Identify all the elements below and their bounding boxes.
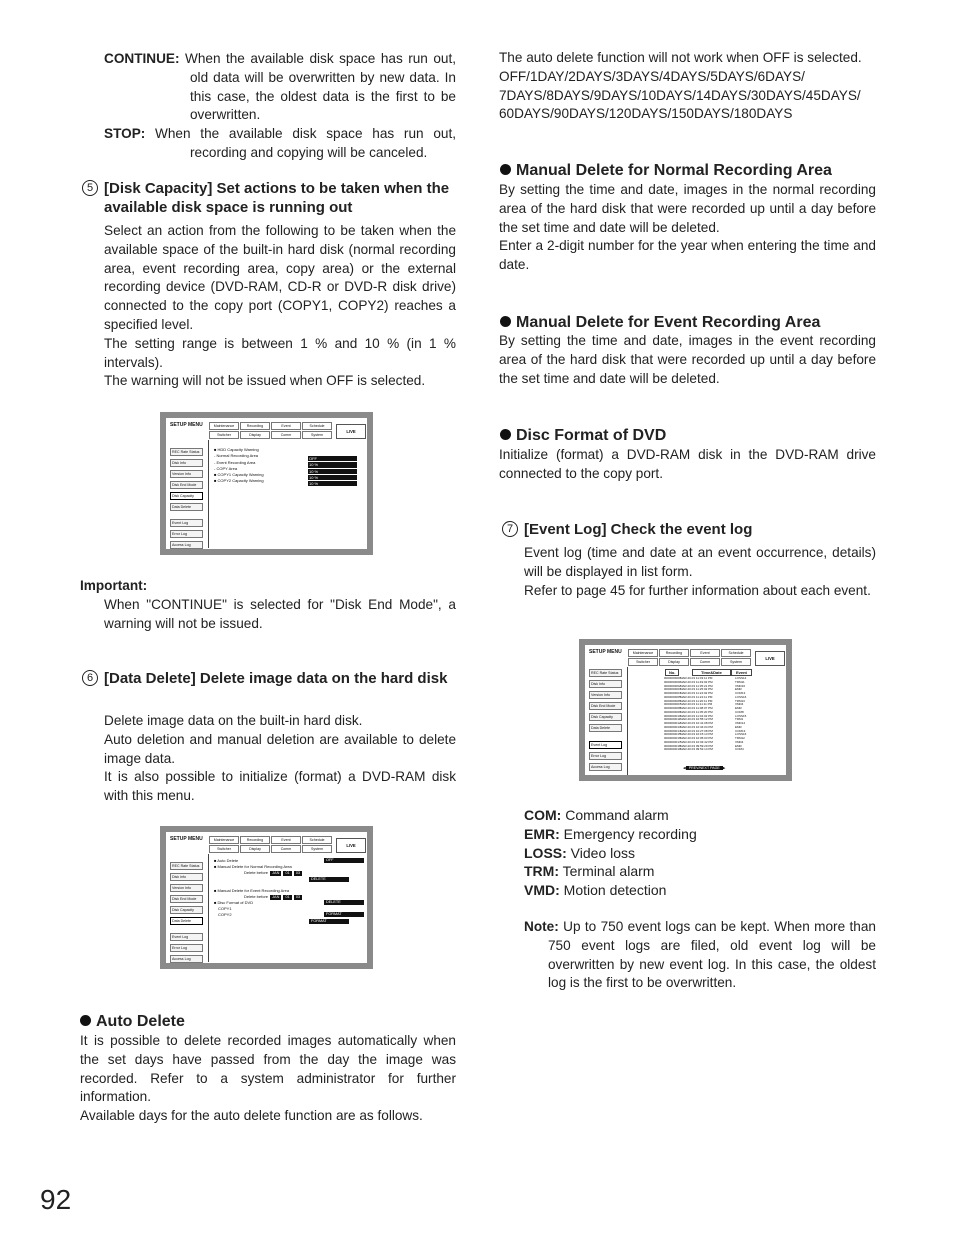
bullet-icon bbox=[500, 429, 511, 440]
prev-next-page-button[interactable]: PREV/NEXT PAGE bbox=[686, 766, 723, 770]
important-note bbox=[80, 577, 456, 633]
event-log-time: MAR.20.03 10:15:13 PM bbox=[680, 732, 713, 737]
section-5-p1: Select an action from the following to be taken when the available space of the built-in hard disk (normal recording area, event recording area, copy area) or the external recording device (DVD-RAM, CD-R or DVD-R disk drive) connected to the copy port (COPY1, COPY2) reaches a specified level. bbox=[104, 223, 456, 332]
tab-system[interactable]: System bbox=[302, 431, 332, 439]
event-log-no: 0000000014 bbox=[664, 728, 681, 733]
bullet-icon bbox=[500, 316, 511, 327]
live-button[interactable]: LIVE bbox=[755, 651, 785, 666]
legend-item bbox=[524, 825, 697, 844]
event-log-event: TRM1 bbox=[735, 717, 744, 722]
sidebar bbox=[589, 669, 622, 735]
copy-area-value[interactable]: 10 % bbox=[308, 469, 357, 474]
copy2-label: COPY2 bbox=[218, 912, 232, 917]
event-log-header-no: No. bbox=[665, 669, 679, 676]
sidebar bbox=[170, 448, 203, 514]
sidebar-item-disk-info[interactable]: Disk Info bbox=[170, 873, 203, 881]
event-log-no: 0000000015 bbox=[664, 732, 681, 737]
sidebar-item-disk-capacity[interactable]: Disk Capacity bbox=[170, 492, 203, 500]
capacity-options bbox=[214, 447, 264, 485]
hdd-capacity-warning: ■ HDD Capacity Warning bbox=[214, 447, 259, 452]
event-log-time: MAR.20.03 11:05:20 PM bbox=[680, 709, 713, 714]
event-log-event: COM13 bbox=[735, 691, 746, 695]
event-log-time: MAR.20.03 11:03:11 PM bbox=[680, 676, 713, 680]
event-log-no: 0000000000 bbox=[664, 676, 681, 680]
pager bbox=[683, 766, 726, 770]
live-button[interactable]: LIVE bbox=[336, 838, 366, 853]
prev-page-icon[interactable]: ◀ bbox=[683, 766, 686, 770]
event-log-screen bbox=[579, 639, 792, 781]
sidebar-item-disk-end-mode[interactable]: Disk End Mode bbox=[170, 481, 203, 489]
next-page-icon[interactable]: ▶ bbox=[722, 766, 726, 770]
normal-area-value[interactable]: OFF bbox=[308, 456, 357, 461]
event-log-time: MAR.20.03 11:08:07 PM bbox=[680, 706, 713, 710]
event-log-no: 0000000003 bbox=[664, 687, 681, 692]
event-area-warning: - Event Recording Area bbox=[214, 459, 256, 465]
event-log-event: TRM11 bbox=[735, 679, 745, 684]
event-log-no: 0000000019 bbox=[664, 747, 681, 752]
legend-item bbox=[524, 881, 697, 900]
sidebar-item-rec-rate-status[interactable]: REC Rate Status bbox=[589, 669, 622, 677]
sidebar-item-version-info[interactable]: Version Info bbox=[170, 884, 203, 892]
legend-term: TRM: bbox=[524, 863, 559, 880]
section-7-body bbox=[524, 544, 876, 600]
important-label: Important: bbox=[80, 578, 148, 593]
event-log-event: VMD14 bbox=[735, 721, 746, 725]
event-log-no: 0000000004 bbox=[664, 691, 681, 695]
section-6-number: 6 bbox=[82, 670, 98, 686]
tab-schedule[interactable]: Schedule bbox=[302, 422, 332, 430]
copy1-format-button[interactable]: FORMAT bbox=[324, 912, 364, 917]
event-log-time: MAR.20.03 11:24:11 PM bbox=[680, 694, 713, 699]
event-log-no: 0000000013 bbox=[664, 724, 681, 729]
event-log-event: COM4 bbox=[735, 747, 744, 752]
legend-item bbox=[524, 806, 697, 825]
tab-switcher[interactable]: Switcher bbox=[209, 845, 239, 853]
menu-tabs bbox=[628, 649, 751, 666]
manual-normal-p1: By setting the time and date, images in the normal recording area of the hard disk that were recorded up until a day before the set time and date will be deleted. bbox=[499, 182, 876, 235]
normal-day[interactable]: 01 bbox=[285, 871, 290, 875]
tab-recording[interactable]: Recording bbox=[659, 649, 689, 657]
tab-event[interactable]: Event bbox=[271, 422, 301, 430]
manual-normal-heading bbox=[500, 161, 832, 181]
sidebar-item-error-log[interactable]: Error Log bbox=[170, 944, 203, 952]
section-6-title: [Data Delete] Delete image data on the hard disk bbox=[104, 670, 448, 687]
event-log-time: MAR.20.03 11:24:02 PM bbox=[680, 691, 713, 695]
legend-term: LOSS: bbox=[524, 844, 567, 861]
tab-event[interactable]: Event bbox=[271, 836, 301, 844]
auto-days-list bbox=[499, 49, 876, 124]
page-number: 92 bbox=[40, 1184, 72, 1215]
event-log-no: 0000000009 bbox=[664, 709, 681, 714]
legend-desc: Video loss bbox=[566, 844, 636, 861]
tab-display[interactable]: Display bbox=[240, 845, 270, 853]
copy-area-warning: - COPY Area bbox=[214, 465, 238, 471]
event-log-event: COM8 bbox=[735, 709, 744, 714]
setup-menu-title: SETUP MENU bbox=[170, 422, 203, 428]
event-log-event: TRM12 bbox=[735, 736, 745, 740]
sidebar-item-data-delete[interactable]: Data Delete bbox=[170, 503, 203, 511]
tab-comm[interactable]: Comm bbox=[271, 845, 301, 853]
tab-display[interactable]: Display bbox=[659, 658, 689, 666]
event-area-value[interactable]: 10 % bbox=[308, 462, 357, 467]
event-log-event: LOSS16 bbox=[735, 732, 747, 737]
event-log-time: MAR.20.03 11:20:11 PM bbox=[680, 698, 713, 703]
tab-maintenance[interactable]: Maintenance bbox=[209, 836, 239, 844]
section-5-p3: The warning will not be issued when OFF is selected. bbox=[104, 373, 426, 389]
normal-year[interactable]: 03 bbox=[295, 871, 301, 875]
event-log-time: MAR.20.03 10:05:03 PM bbox=[680, 736, 713, 740]
sidebar-item-version-info[interactable]: Version Info bbox=[170, 470, 203, 478]
section-6-p1: Delete image data on the built-in hard disk. bbox=[104, 713, 363, 728]
continue-term: CONTINUE: bbox=[104, 51, 180, 66]
event-log-time: MAR.20.03 10:27:08 PM bbox=[680, 728, 713, 733]
event-log-no: 0000000010 bbox=[664, 713, 681, 718]
legend-item bbox=[524, 844, 697, 863]
event-log-time: MAR.20.03 11:49:02 PM bbox=[680, 679, 713, 684]
event-log-time: MAR.20.03 11:11:11 PM bbox=[680, 702, 713, 707]
event-log-no: 0000000001 bbox=[664, 679, 681, 684]
event-log-no: 0000000002 bbox=[664, 683, 681, 688]
event-log-table bbox=[664, 677, 756, 752]
manual-event-p1: By setting the time and date, images in the event recording area of the hard disk that were recorded up until a day before the set time and date will be deleted. bbox=[499, 333, 876, 386]
legend-desc: Emergency recording bbox=[559, 825, 697, 842]
event-log-time: MAR.20.03 10:55:12 PM bbox=[680, 717, 713, 722]
tab-comm[interactable]: Comm bbox=[271, 431, 301, 439]
event-log-no: 0000000018 bbox=[664, 743, 681, 748]
sidebar-item-data-delete[interactable]: Data Delete bbox=[589, 724, 622, 732]
section-7-heading bbox=[502, 521, 876, 540]
stop-text: When the available disk space has run out, recording and copying will be canceled. bbox=[145, 126, 456, 160]
section-5-number: 5 bbox=[82, 180, 98, 196]
tab-display[interactable]: Display bbox=[240, 431, 270, 439]
sidebar-item-disk-info[interactable]: Disk Info bbox=[589, 680, 622, 688]
event-log-no: 0000000017 bbox=[664, 739, 681, 744]
event-log-event: COM13 bbox=[735, 728, 746, 733]
sidebar-item-access-log[interactable]: Access Log bbox=[170, 955, 203, 963]
event-log-time: MAR.20.03 11:04:02 PM bbox=[680, 713, 713, 718]
auto-delete-body bbox=[80, 1032, 456, 1126]
event-month[interactable]: JAN bbox=[272, 895, 280, 899]
tab-schedule[interactable]: Schedule bbox=[302, 836, 332, 844]
copy1-capacity-warning: ■ COPY1 Capacity Warning bbox=[214, 472, 264, 478]
bullet-icon bbox=[80, 1015, 91, 1026]
event-log-event: VMD4 bbox=[735, 702, 744, 707]
disc-format-title: Disc Format of DVD bbox=[516, 427, 667, 444]
sidebar-item-rec-rate-status[interactable]: REC Rate Status bbox=[170, 448, 203, 456]
auto-days-p1: The auto delete function will not work when OFF is selected. bbox=[499, 50, 862, 65]
auto-delete-p1: It is possible to delete recorded images automatically when the set days have passed from the day the image was recorded. Refer to a system administrator for further information. bbox=[80, 1033, 456, 1105]
event-log-row bbox=[664, 748, 756, 752]
setup-menu-title: SETUP MENU bbox=[589, 649, 622, 655]
section-5-title: [Disk Capacity] Set actions to be taken when the available disk space is running out bbox=[104, 180, 450, 216]
sidebar-item-disk-info[interactable]: Disk Info bbox=[170, 459, 203, 467]
event-log-time: MAR.20.03 10:34:04 PM bbox=[680, 724, 713, 729]
tab-switcher[interactable]: Switcher bbox=[628, 658, 658, 666]
copy2-format-button[interactable]: FORMAT bbox=[309, 919, 349, 924]
manual-event-label: ■ Manual Delete for Event Recording Area bbox=[214, 888, 290, 893]
manual-event-body bbox=[499, 332, 876, 388]
tab-system[interactable]: System bbox=[302, 845, 332, 853]
disc-format-label: ■ Disc Format of DVD bbox=[214, 900, 254, 905]
legend-desc: Motion detection bbox=[559, 882, 667, 899]
legend-term: COM: bbox=[524, 807, 562, 823]
event-log-time: MAR.20.03 09:59:29 PM bbox=[680, 743, 713, 748]
event-log-event: EMR bbox=[735, 724, 742, 729]
tab-event[interactable]: Event bbox=[690, 649, 720, 657]
sidebar-item-disk-end-mode[interactable]: Disk End Mode bbox=[170, 895, 203, 903]
event-log-event: VMD4 bbox=[735, 739, 744, 744]
section-5-body bbox=[104, 222, 456, 391]
normal-delete-button[interactable]: DELETE bbox=[309, 877, 349, 882]
event-legend bbox=[524, 806, 697, 900]
event-log-no: 0000000006 bbox=[664, 698, 681, 703]
sidebar-item-event-log[interactable]: Event Log bbox=[589, 741, 622, 749]
live-button[interactable]: LIVE bbox=[336, 424, 366, 439]
bullet-icon bbox=[500, 164, 511, 175]
copy2-value[interactable]: 10 % bbox=[308, 481, 357, 486]
copy1-label: COPY1 bbox=[218, 906, 232, 911]
legend-term: VMD: bbox=[524, 882, 560, 899]
section-5-p2: The setting range is between 1 % and 10 % (in 1 % intervals). bbox=[104, 335, 456, 370]
event-delete-before-label: Delete before bbox=[244, 894, 269, 899]
tab-recording[interactable]: Recording bbox=[240, 836, 270, 844]
event-year[interactable]: 03 bbox=[295, 895, 301, 899]
event-log-event: TRM13 bbox=[735, 698, 745, 703]
disc-format-p1: Initialize (format) a DVD-RAM disk in the DVD-RAM drive connected to the copy port. bbox=[499, 447, 876, 481]
event-log-header-time: Time&Date bbox=[692, 669, 731, 676]
stop-term: STOP: bbox=[104, 126, 146, 142]
event-log-event: EMR bbox=[735, 706, 742, 710]
normal-month[interactable]: JAN bbox=[272, 871, 280, 875]
normal-delete-before-label: Delete before bbox=[244, 870, 269, 875]
event-log-no: 0000000012 bbox=[664, 721, 681, 725]
auto-days-p3: 7DAYS/8DAYS/9DAYS/10DAYS/14DAYS/30DAYS/45DAYS/ bbox=[499, 87, 861, 103]
setup-menu-title: SETUP MENU bbox=[170, 836, 203, 842]
event-log-no: 0000000005 bbox=[664, 694, 681, 699]
tab-recording[interactable]: Recording bbox=[240, 422, 270, 430]
event-log-header-event: Event bbox=[731, 669, 752, 676]
sidebar-item-disk-capacity[interactable]: Disk Capacity bbox=[170, 906, 203, 914]
section-7-number: 7 bbox=[502, 521, 518, 537]
auto-delete-value[interactable]: OFF bbox=[324, 858, 364, 863]
copy2-capacity-warning: ■ COPY2 Capacity Warning bbox=[214, 478, 264, 484]
legend-term: EMR: bbox=[524, 825, 560, 842]
event-log-time: MAR.20.03 11:35:21 PM bbox=[680, 683, 713, 688]
event-delete-button[interactable]: DELETE bbox=[324, 900, 364, 905]
sidebar-divider bbox=[208, 440, 209, 548]
auto-days-p4: 60DAYS/90DAYS/120DAYS/150DAYS/180DAYS bbox=[499, 106, 793, 122]
data-delete-screen bbox=[160, 826, 373, 969]
tab-maintenance[interactable]: Maintenance bbox=[209, 422, 239, 430]
note bbox=[524, 918, 876, 993]
legend-desc: Terminal alarm bbox=[559, 863, 655, 880]
menu-tabs bbox=[209, 422, 332, 439]
event-log-event: LOSS16 bbox=[735, 694, 747, 699]
manual-event-title: Manual Delete for Event Recording Area bbox=[516, 314, 821, 331]
continue-description bbox=[104, 50, 456, 163]
note-label: Note: bbox=[524, 919, 559, 934]
disc-format-heading bbox=[500, 426, 666, 446]
tab-system[interactable]: System bbox=[721, 658, 751, 666]
sidebar-item-error-log[interactable]: Error Log bbox=[170, 530, 203, 538]
sidebar-item-error-log[interactable]: Error Log bbox=[589, 752, 622, 760]
section-7-p1: Event log (time and date at an event occurrence, details) will be displayed in list form. bbox=[524, 545, 876, 579]
auto-delete-label: ■ Auto Delete bbox=[214, 858, 239, 863]
event-day[interactable]: 01 bbox=[285, 895, 290, 899]
sidebar-item-access-log[interactable]: Access Log bbox=[170, 541, 203, 549]
event-log-event: EMR bbox=[735, 687, 742, 692]
auto-days-p2: OFF/1DAY/2DAYS/3DAYS/4DAYS/5DAYS/6DAYS/ bbox=[499, 68, 805, 84]
event-log-no: 0000000007 bbox=[664, 702, 681, 707]
normal-area-warning: - Normal Recording Area bbox=[214, 453, 259, 459]
section-7-title: [Event Log] Check the event log bbox=[524, 521, 753, 538]
disc-format-body bbox=[499, 446, 876, 484]
tab-switcher[interactable]: Switcher bbox=[209, 431, 239, 439]
event-log-no: 0000000016 bbox=[664, 736, 681, 740]
tab-schedule[interactable]: Schedule bbox=[721, 649, 751, 657]
copy1-value[interactable]: 10 % bbox=[308, 475, 357, 480]
note-text: Up to 750 event logs can be kept. When more than 750 event logs are filed, old event log will be overwritten by new event log. In this case, the oldest log is the first to be overwritten. bbox=[548, 919, 876, 991]
auto-delete-title: Auto Delete bbox=[96, 1013, 185, 1030]
section-7-p2: Refer to page 45 for further information about each event. bbox=[524, 582, 871, 598]
event-log-event: VMD16 bbox=[735, 683, 746, 688]
legend-desc: Command alarm bbox=[561, 807, 669, 823]
section-6-body bbox=[104, 712, 456, 806]
important-text: When "CONTINUE" is selected for "Disk End Mode", a warning will not be issued. bbox=[104, 596, 456, 631]
section-6-p2: Auto deletion and manual deletion are available to delete image data. bbox=[104, 731, 456, 766]
manual-normal-body bbox=[499, 181, 876, 275]
tab-maintenance[interactable]: Maintenance bbox=[628, 649, 658, 657]
disk-capacity-screen bbox=[160, 412, 373, 555]
delete-options bbox=[214, 858, 364, 924]
sidebar-item-event-log[interactable]: Event Log bbox=[170, 519, 203, 527]
capacity-values bbox=[308, 456, 357, 487]
sidebar-item-disk-end-mode[interactable]: Disk End Mode bbox=[589, 702, 622, 710]
sidebar-item-event-log[interactable]: Event Log bbox=[170, 933, 203, 941]
sidebar-item-rec-rate-status[interactable]: REC Rate Status bbox=[170, 862, 203, 870]
legend-item bbox=[524, 862, 697, 881]
sidebar-divider bbox=[627, 667, 628, 775]
sidebar-bottom bbox=[170, 519, 203, 552]
continue-text: When the available disk space has run out, old data will be overwritten by new data. In this case, the oldest data is the first to be overwritten. bbox=[179, 51, 456, 123]
sidebar-bottom bbox=[589, 741, 622, 774]
manual-event-heading bbox=[500, 313, 820, 333]
event-log-time: MAR.20.03 10:41:08 PM bbox=[680, 721, 713, 725]
sidebar-item-access-log[interactable]: Access Log bbox=[589, 763, 622, 771]
event-log-time: MAR.20.03 09:52:14 PM bbox=[680, 747, 713, 752]
sidebar-divider bbox=[208, 854, 209, 962]
manual-normal-p2: Enter a 2-digit number for the year when entering the time and date. bbox=[499, 238, 876, 273]
sidebar-item-data-delete[interactable]: Data Delete bbox=[170, 917, 203, 925]
sidebar-item-disk-capacity[interactable]: Disk Capacity bbox=[589, 713, 622, 721]
sidebar-bottom bbox=[170, 933, 203, 966]
event-log-time: MAR.20.03 11:25:02 PM bbox=[680, 687, 713, 692]
manual-normal-label: ■ Manual Delete for Normal Recording Area bbox=[214, 864, 292, 869]
event-log-no: 0000000008 bbox=[664, 706, 681, 710]
sidebar-item-version-info[interactable]: Version Info bbox=[589, 691, 622, 699]
menu-tabs bbox=[209, 836, 332, 853]
auto-delete-p2: Available days for the auto delete function are as follows. bbox=[80, 1108, 423, 1124]
section-5-heading bbox=[82, 180, 456, 217]
event-log-event: EMR bbox=[735, 743, 742, 748]
tab-comm[interactable]: Comm bbox=[690, 658, 720, 666]
manual-normal-title: Manual Delete for Normal Recording Area bbox=[516, 162, 832, 179]
section-6-heading bbox=[82, 670, 456, 689]
event-log-time: MAR.20.03 10:03:42 PM bbox=[680, 739, 713, 744]
event-log-event: LOSS14 bbox=[735, 676, 747, 680]
event-log-no: 0000000011 bbox=[664, 717, 681, 722]
auto-delete-heading bbox=[80, 1012, 185, 1032]
event-log-event: LOSS15 bbox=[735, 713, 747, 718]
section-6-p3: It is also possible to initialize (format) a DVD-RAM disk with this menu. bbox=[104, 769, 456, 804]
sidebar bbox=[170, 862, 203, 928]
